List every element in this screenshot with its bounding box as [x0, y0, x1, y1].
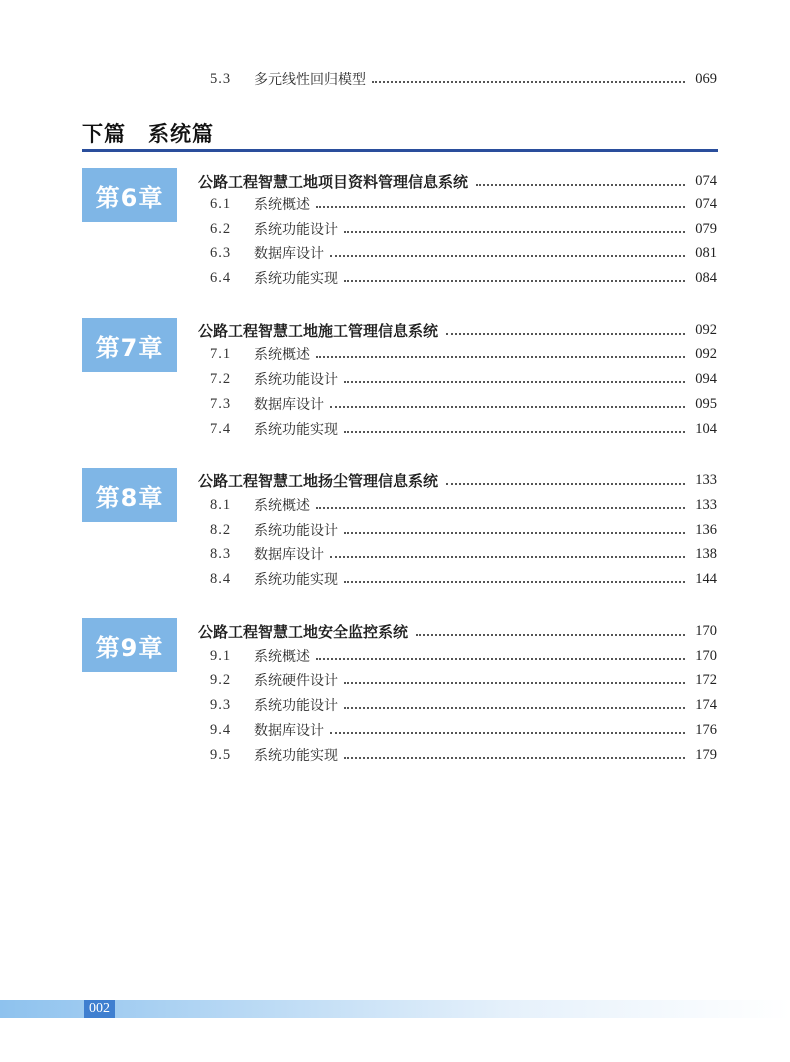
chapter-title: 公路工程智慧工地安全监控系统 [198, 622, 409, 641]
dot-leader [344, 231, 685, 233]
page-ref: 179 [695, 746, 717, 763]
section-number: 7.2 [210, 370, 232, 387]
dot-leader [344, 757, 685, 759]
section-title: 多元线性回归模型 [254, 72, 366, 88]
page-ref: 079 [695, 220, 717, 237]
section-number: 9.3 [210, 696, 232, 713]
page-ref: 104 [695, 420, 717, 437]
section-title: 系统功能设计 [254, 523, 338, 539]
page-ref: 144 [695, 570, 717, 587]
section-number: 7.1 [210, 345, 232, 362]
toc-entry-6-1[interactable] [210, 193, 717, 215]
toc-entry-7-4[interactable] [210, 418, 717, 440]
section-title: 系统硬件设计 [254, 673, 338, 689]
chapter-badge-6: 第6章 [82, 168, 177, 222]
footer-gradient-bar [0, 1000, 790, 1018]
section-number: 9.1 [210, 647, 232, 664]
dot-leader [344, 381, 685, 383]
dot-leader [344, 280, 685, 282]
toc-entry-9-1[interactable] [210, 645, 717, 667]
page-ref: 069 [695, 70, 717, 87]
section-number: 9.2 [210, 671, 232, 688]
dot-leader [446, 333, 685, 335]
chapter-entry-9[interactable] [198, 619, 717, 643]
page-ref: 170 [695, 622, 717, 639]
page-ref: 092 [695, 321, 717, 338]
toc-entry-6-4[interactable] [210, 267, 717, 289]
section-number: 5.3 [210, 70, 232, 87]
section-number: 6.4 [210, 269, 232, 286]
dot-leader [330, 732, 685, 734]
page-ref: 170 [695, 647, 717, 664]
section-title: 数据库设计 [254, 246, 324, 262]
toc-entry-9-4[interactable] [210, 719, 717, 741]
dot-leader [330, 255, 685, 257]
dot-leader [330, 556, 685, 558]
section-title: 系统概述 [254, 498, 310, 514]
toc-entry-5-3[interactable] [210, 68, 717, 90]
section-number: 7.3 [210, 395, 232, 412]
dot-leader [344, 431, 685, 433]
page-ref: 176 [695, 721, 717, 738]
section-title: 系统概述 [254, 197, 310, 213]
toc-entry-8-3[interactable] [210, 543, 717, 565]
chapter-entry-7[interactable] [198, 318, 717, 342]
dot-leader [372, 81, 685, 83]
toc-entry-7-2[interactable] [210, 368, 717, 390]
section-title: 系统功能实现 [254, 572, 338, 588]
chapter-entry-8[interactable] [198, 468, 717, 492]
chapter-title: 公路工程智慧工地扬尘管理信息系统 [198, 471, 439, 490]
page-ref: 136 [695, 521, 717, 538]
dot-leader [330, 406, 685, 408]
toc-entry-6-2[interactable] [210, 218, 717, 240]
section-title: 系统功能设计 [254, 222, 338, 238]
chapter-badge-7: 第7章 [82, 318, 177, 372]
page-ref: 092 [695, 345, 717, 362]
page-number: 002 [84, 1000, 115, 1018]
section-number: 6.3 [210, 244, 232, 261]
chapter-badge-8: 第8章 [82, 468, 177, 522]
chapter-title: 公路工程智慧工地项目资料管理信息系统 [198, 172, 469, 191]
dot-leader [316, 507, 685, 509]
section-title: 系统功能实现 [254, 271, 338, 287]
dot-leader [446, 483, 685, 485]
page-ref: 133 [695, 471, 717, 488]
page-ref: 094 [695, 370, 717, 387]
page-ref: 174 [695, 696, 717, 713]
section-title: 系统功能实现 [254, 422, 338, 438]
chapter-title: 公路工程智慧工地施工管理信息系统 [198, 321, 439, 340]
dot-leader [316, 658, 685, 660]
page-ref: 133 [695, 496, 717, 513]
part-heading: 下篇 系统篇 [82, 122, 214, 146]
section-title: 系统功能设计 [254, 698, 338, 714]
toc-entry-7-3[interactable] [210, 393, 717, 415]
page-ref: 084 [695, 269, 717, 286]
dot-leader [344, 581, 685, 583]
section-title: 数据库设计 [254, 723, 324, 739]
section-number: 9.5 [210, 746, 232, 763]
page-ref: 074 [695, 172, 717, 189]
chapter-entry-6[interactable] [198, 169, 717, 193]
dot-leader [344, 682, 685, 684]
part-divider [82, 149, 718, 152]
toc-entry-9-2[interactable] [210, 669, 717, 691]
section-title: 数据库设计 [254, 547, 324, 563]
toc-entry-9-5[interactable] [210, 744, 717, 766]
section-title: 数据库设计 [254, 397, 324, 413]
section-number: 8.3 [210, 545, 232, 562]
dot-leader [476, 184, 685, 186]
section-title: 系统功能实现 [254, 748, 338, 764]
toc-entry-8-4[interactable] [210, 568, 717, 590]
page-ref: 172 [695, 671, 717, 688]
section-title: 系统功能设计 [254, 372, 338, 388]
toc-entry-9-3[interactable] [210, 694, 717, 716]
section-title: 系统概述 [254, 649, 310, 665]
toc-entry-8-1[interactable] [210, 494, 717, 516]
section-number: 9.4 [210, 721, 232, 738]
page-ref: 095 [695, 395, 717, 412]
section-number: 8.2 [210, 521, 232, 538]
section-number: 8.4 [210, 570, 232, 587]
chapter-badge-9: 第9章 [82, 618, 177, 672]
toc-entry-7-1[interactable] [210, 343, 717, 365]
section-number: 7.4 [210, 420, 232, 437]
toc-entry-8-2[interactable] [210, 519, 717, 541]
section-title: 系统概述 [254, 347, 310, 363]
section-number: 6.2 [210, 220, 232, 237]
page-ref: 081 [695, 244, 717, 261]
page-ref: 138 [695, 545, 717, 562]
page-ref: 074 [695, 195, 717, 212]
dot-leader [416, 634, 685, 636]
toc-entry-6-3[interactable] [210, 242, 717, 264]
dot-leader [344, 707, 685, 709]
dot-leader [344, 532, 685, 534]
section-number: 6.1 [210, 195, 232, 212]
section-number: 8.1 [210, 496, 232, 513]
dot-leader [316, 206, 685, 208]
dot-leader [316, 356, 685, 358]
